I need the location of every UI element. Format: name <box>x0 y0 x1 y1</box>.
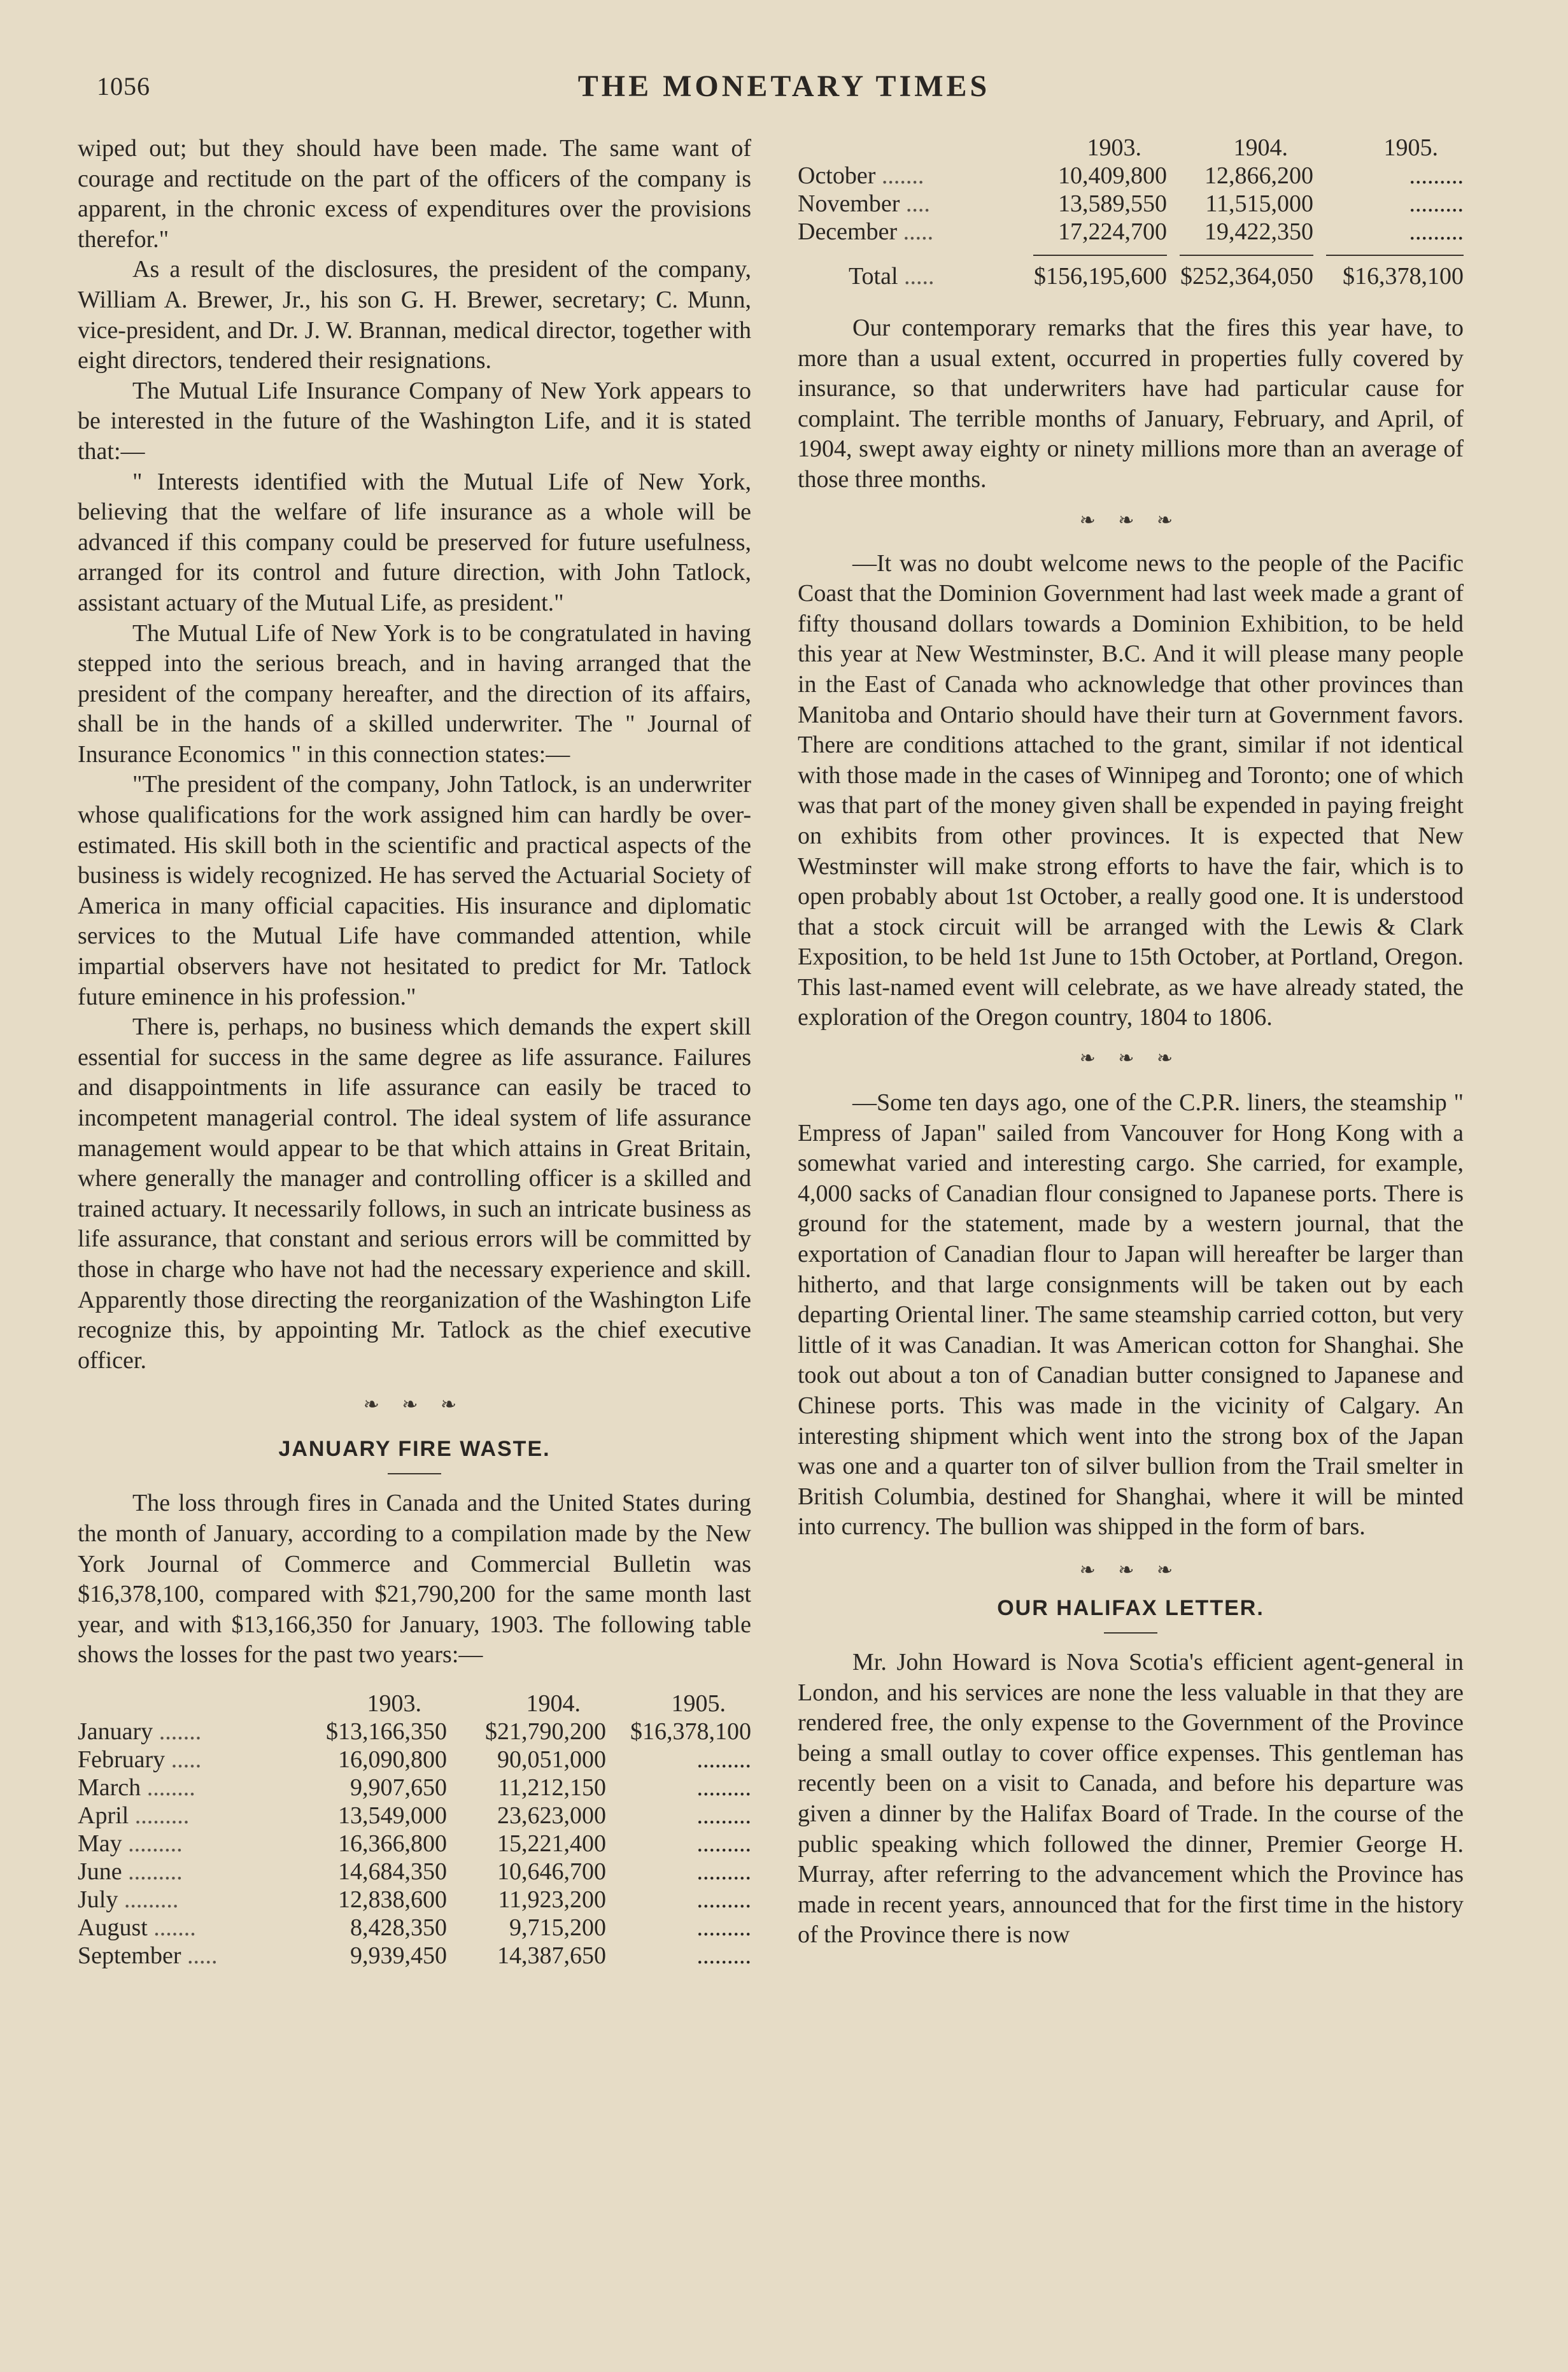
value-1903: 8,428,350 <box>350 1914 447 1941</box>
value-1903: 16,366,800 <box>338 1830 447 1857</box>
month-cell <box>798 162 1021 190</box>
fire-table-body <box>798 162 1464 246</box>
month-cell <box>798 218 1021 246</box>
month-cell <box>78 1746 288 1774</box>
column-header-1905: 1905. <box>671 1690 726 1717</box>
heading-rule <box>1104 1632 1157 1634</box>
leader-dots: ......... <box>134 1802 190 1829</box>
leader-dots: ....... <box>881 162 924 189</box>
value-1905: $16,378,100 <box>630 1718 751 1745</box>
value-1903: 13,549,000 <box>338 1802 447 1829</box>
article-paragraph: The Mutual Life Insurance Company of New York appears to be interested in the future of the Washington Life, and it is stated that:— <box>78 377 751 465</box>
month-label: August <box>78 1914 148 1941</box>
value-1905: ......... <box>696 1914 751 1941</box>
table-header-row <box>798 134 1464 162</box>
month-cell <box>78 1718 288 1746</box>
value-1903: 13,589,550 <box>1058 190 1167 217</box>
value-1905: ......... <box>696 1858 751 1885</box>
value-1905: ......... <box>696 1830 751 1857</box>
table-row <box>798 218 1464 246</box>
month-label: December <box>798 218 898 245</box>
article-paragraph: As a result of the disclosures, the president of the company, William A. Brewer, Jr., his son G. H. Brewer, secretary; C. Munn, vice-president, and Dr. J. W. Brannan, medical director, together with eight directors, tendered their resignations. <box>78 256 751 374</box>
heading-rule <box>388 1473 441 1474</box>
table-row <box>78 1746 751 1774</box>
value-1903: 9,907,650 <box>350 1774 447 1801</box>
article-paragraph: —It was no doubt welcome news to the people of the Pacific Coast that the Dominion Government had last week made a grant of fifty thousand dollars towards a Dominion Exhibition, to be held this year at New Westminster, B.C. And it will please many people in the East of Canada who acknowledge that other provinces than Manitoba and Ontario should have their turn at Government favors. There are conditions attached to the grant, similar if not identical with those made in the cases of Winnipeg and Toronto; one of which was that part of the money given shall be expended in paying freight on exhibits from other provinces. It is expected that New Westminster will make strong efforts to have the fair, which is to open probably about 1st October, a really good one. It is understood that a stock circuit will be arranged with the Lewis & Clark Exposition, to be held 1st June to 15th October, at Portland, Oregon. This last-named event will celebrate, as we have already stated, the exploration of the Oregon country, 1804 to 1806. <box>798 549 1464 1031</box>
leader-dots: .... <box>905 190 930 217</box>
column-header-1904: 1904. <box>1233 134 1288 161</box>
total-label: Total <box>849 263 898 290</box>
article-paragraph: The loss through fires in Canada and the United States during the month of January, according to a compilation made by the New York Journal of Commerce and Commercial Bulletin was $16,378,100, compared with $21,790,200 for the same month last year, and with $13,166,350 for January, 1903. The following table shows the losses for the past two years:— <box>78 1490 751 1669</box>
table-row <box>78 1802 751 1830</box>
table-row <box>78 1718 751 1746</box>
article-quote: "The president of the company, John Tatlock, is an underwriter whose qualifications for the work assigned him can hardly be over-estimated. His skill both in the scientific and practical aspects of the business is widely recognized. He has served the Actuarial Society of America in many official capacities. His insurance and diplomatic services to the Mutual Life have commanded attention, while impartial observers have not hesitated to predict for Mr. Tatlock future eminence in his profession." <box>78 771 751 1010</box>
value-1905: ......... <box>1409 162 1464 189</box>
month-cell <box>798 190 1021 218</box>
value-1904: $21,790,200 <box>485 1718 606 1745</box>
value-1904: 90,051,000 <box>497 1746 606 1773</box>
value-1905: ......... <box>696 1746 751 1773</box>
value-1904: 23,623,000 <box>497 1802 606 1829</box>
value-1904: 12,866,200 <box>1204 162 1313 189</box>
value-1904: 11,515,000 <box>1205 190 1313 217</box>
leader-dots: ......... <box>128 1858 183 1885</box>
article-paragraph: wiped out; but they should have been made. The same want of courage and rectitude on the part of the officers of the company is apparent, in the chronic excess of expenditures over the provisions therefor." <box>78 135 751 253</box>
month-cell <box>78 1914 288 1942</box>
leader-dots: ........ <box>146 1774 195 1801</box>
leader-dots: ..... <box>903 218 934 245</box>
table-row <box>78 1914 751 1942</box>
month-cell <box>78 1858 288 1886</box>
month-label: January <box>78 1718 153 1745</box>
value-1903: $13,166,350 <box>326 1718 447 1745</box>
leader-dots: ......... <box>128 1830 183 1857</box>
month-label: November <box>798 190 900 217</box>
leader-dots: ..... <box>904 263 935 290</box>
value-1905: ......... <box>696 1886 751 1913</box>
leader-dots: ......... <box>124 1886 179 1913</box>
month-cell <box>78 1802 288 1830</box>
right-column <box>798 134 1464 1951</box>
table-row <box>78 1858 751 1886</box>
total-row <box>798 262 1464 290</box>
month-cell <box>78 1942 288 1970</box>
total-1904: $252,364,050 <box>1180 263 1313 290</box>
section-ornament: ❧ ❧ ❧ <box>1079 509 1182 531</box>
month-label: October <box>798 162 876 189</box>
leader-dots: ....... <box>159 1718 202 1745</box>
table-row <box>78 1774 751 1802</box>
value-1903: 17,224,700 <box>1058 218 1167 245</box>
section-heading-fire-waste: JANUARY FIRE WASTE. <box>278 1437 551 1462</box>
table-row <box>798 190 1464 218</box>
value-1905: ......... <box>696 1942 751 1969</box>
article-paragraph: Our contemporary remarks that the fires this year have, to more than a usual extent, occurred in properties fully covered by insurance, so that underwriters have had particular cause for complaint. The terrible months of January, February, and April, of 1904, swept away eighty or ninety millions more than an average of those three months. <box>798 314 1464 493</box>
section-heading-halifax-letter: OUR HALIFAX LETTER. <box>997 1595 1264 1620</box>
leader-dots: ....... <box>153 1914 196 1941</box>
value-1903: 14,684,350 <box>338 1858 447 1885</box>
value-1903: 9,939,450 <box>350 1942 447 1969</box>
table-row <box>798 162 1464 190</box>
table-row <box>78 1942 751 1970</box>
value-1904: 9,715,200 <box>509 1914 606 1941</box>
section-ornament: ❧ ❧ ❧ <box>1079 1048 1182 1070</box>
month-label: June <box>78 1858 122 1885</box>
article-paragraph: There is, perhaps, no business which demands the expert skill essential for success in the same degree as life assurance. Failures and disappointments in life assurance can easily be traced to incompetent managerial control. The ideal system of life assurance management would appear to be that which attains in Great Britain, where generally the manager and controlling officer is a skilled and trained actuary. It necessarily follows, in such an intricate business as life assurance, that constant and serious errors will be committed by those in charge who have not had the necessary experience and skill. Apparently those directing the reorganization of the Washington Life recognize this, by appointing Mr. Tatlock as the chief executive officer. <box>78 1013 751 1374</box>
value-1903: 12,838,600 <box>338 1886 447 1913</box>
month-cell <box>78 1774 288 1802</box>
journal-title: THE MONETARY TIMES <box>577 69 991 103</box>
section-ornament: ❧ ❧ ❧ <box>363 1394 466 1416</box>
month-label: February <box>78 1746 166 1773</box>
page-number: 1056 <box>97 72 150 101</box>
total-1905: $16,378,100 <box>1343 263 1464 290</box>
table-row <box>78 1886 751 1914</box>
left-column <box>78 134 751 1970</box>
value-1905: ......... <box>1409 190 1464 217</box>
value-1905: ......... <box>696 1802 751 1829</box>
month-cell <box>78 1886 288 1914</box>
fire-table-body <box>78 1718 751 1970</box>
value-1905: ......... <box>1409 218 1464 245</box>
article-paragraph: The Mutual Life of New York is to be congratulated in having stepped into the serious breach, and in having arranged that the president of the company hereafter, and the direction of its affairs, shall be in the hands of a skilled underwriter. The " Journal of Insurance Economics " in this connection states:— <box>78 619 751 768</box>
month-label: September <box>78 1942 181 1969</box>
value-1904: 11,923,200 <box>498 1886 606 1913</box>
month-label: March <box>78 1774 141 1801</box>
fire-loss-table <box>78 1690 751 1970</box>
article-paragraph: Mr. John Howard is Nova Scotia's efficient agent-general in London, and his services are none the less valuable in that they are rendered free, the only expense to the Government of the Province being a small outlay to cover office expenses. This gentleman has recently been on a visit to Canada, and before his departure was given a dinner by the Halifax Board of Trade. In the course of the public speaking which followed the dinner, Premier George H. Murray, after referring to the advancement which the Province has made in recent years, announced that for the first time in the history of the Province there is now <box>798 1648 1464 1949</box>
value-1904: 14,387,650 <box>497 1942 606 1969</box>
value-1904: 11,212,150 <box>498 1774 606 1801</box>
total-rule-row <box>798 246 1464 262</box>
table-row <box>78 1830 751 1858</box>
article-quote: " Interests identified with the Mutual Life of New York, believing that the welfare of life insurance as a whole will be advanced if this company could be preserved for future usefulness, arranged for its control and future direction, with John Tatlock, assistant actuary of the Mutual Life, as president." <box>78 468 751 616</box>
leader-dots: ..... <box>187 1942 218 1969</box>
value-1903: 10,409,800 <box>1058 162 1167 189</box>
table-header-row <box>78 1690 751 1718</box>
month-cell <box>78 1830 288 1858</box>
value-1904: 19,422,350 <box>1204 218 1313 245</box>
value-1904: 15,221,400 <box>497 1830 606 1857</box>
value-1904: 10,646,700 <box>497 1858 606 1885</box>
value-1903: 16,090,800 <box>338 1746 447 1773</box>
column-header-1903: 1903. <box>1087 134 1141 161</box>
article-paragraph: —Some ten days ago, one of the C.P.R. liners, the steamship " Empress of Japan" sailed from Vancouver for Hong Kong with a somewhat varied and interesting cargo. She carried, for example, 4,000 sacks of Canadian flour consigned to Japanese ports. There is ground for the statement, made by a western journal, that the exportation of Canadian flour to Japan will hereafter be larger than hitherto, and that large consignments will be taken out by each departing Oriental liner. The same steamship carried cotton, but very little of it was Canadian. It was American cotton for Shanghai. She took out about a ton of Canadian butter consigned to Japanese and Chinese ports. This was made in the vicinity of Calgary. An interesting shipment which went into the strong box of the Japan was one and a quarter ton of silver bullion from the Trail smelter in British Columbia, destined for Shanghai, where it will be minted into currency. The bullion was shipped in the form of bars. <box>798 1089 1464 1541</box>
month-label: May <box>78 1830 122 1857</box>
total-1903: $156,195,600 <box>1034 263 1167 290</box>
column-header-1903: 1903. <box>367 1690 421 1717</box>
column-header-1905: 1905. <box>1383 134 1438 161</box>
page-header <box>0 69 1568 107</box>
column-header-1904: 1904. <box>526 1690 581 1717</box>
value-1905: ......... <box>696 1774 751 1801</box>
section-ornament: ❧ ❧ ❧ <box>1079 1559 1182 1581</box>
month-label: July <box>78 1886 118 1913</box>
fire-loss-table-continued <box>798 134 1464 290</box>
leader-dots: ..... <box>171 1746 202 1773</box>
month-label: April <box>78 1802 129 1829</box>
